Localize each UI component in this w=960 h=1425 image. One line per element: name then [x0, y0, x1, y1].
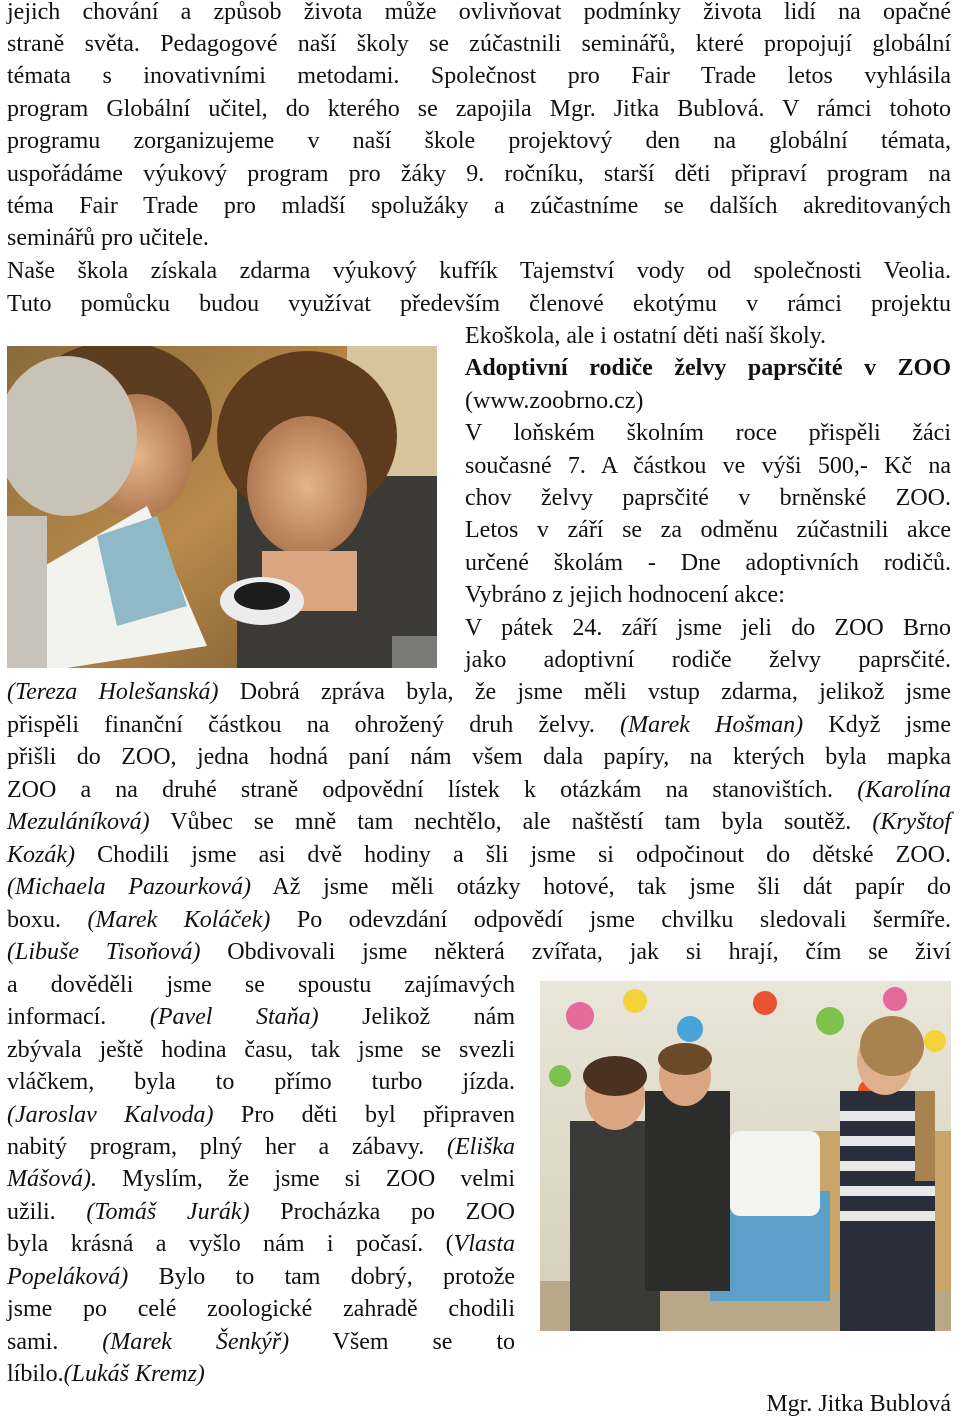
text-line: jejich chování a způsob života může ovlivňovat podmínky života lidí na opačné [7, 0, 951, 25]
text-line: Naše škola získala zdarma výukový kufřík Tajemství vody od společnosti Veolia. [7, 258, 951, 284]
text-line: (Tereza Holešanská) Dobrá zpráva byla, že jsme měli vstup zdarma, jelikož jsme [7, 679, 951, 705]
text-line: jako adoptivní rodiče želvy paprsčité. [465, 647, 951, 673]
text-line: přišli do ZOO, jedna hodná paní nám všem dala papíry, na kterých byla mapka [7, 744, 951, 770]
text-line: byla krásná a vyšlo nám i počasí. (Vlasta [7, 1231, 515, 1257]
text-line: program Globální učitel, do kterého se zapojila Mgr. Jitka Bublová. V rámci tohoto [7, 96, 951, 122]
text-line: informací. (Pavel Staňa) Jelikož nám [7, 1004, 515, 1030]
text-line: Vybráno z jejich hodnocení akce: [465, 582, 785, 608]
text-line: Kozák) Chodili jsme asi dvě hodiny a šli jsme si odpočinout do dětské ZOO. [7, 842, 951, 868]
students-photo-water-kit [7, 346, 437, 668]
students-photo-zoo-classroom [540, 981, 951, 1331]
section-heading: Adoptivní rodiče želvy paprsčité v ZOO [465, 355, 951, 381]
text-line: V pátek 24. září jsme jeli do ZOO Brno [465, 615, 951, 641]
text-line: sami. (Marek Šenkýř) Všem se to [7, 1329, 516, 1355]
text-line: (Jaroslav Kalvoda) Pro děti byl připraven [7, 1102, 515, 1128]
author-signature: Mgr. Jitka Bublová [766, 1391, 951, 1417]
text-line: V loňském školním roce přispěli žáci [465, 420, 951, 446]
text-line: boxu. (Marek Koláček) Po odevzdání odpovědí jsme chvilku sledovali šermíře. [7, 907, 951, 933]
text-line: téma Fair Trade pro mladší spolužáky a zúčastníme se dalších akreditovaných [7, 193, 951, 219]
text-line: témata s inovativními metodami. Společnost pro Fair Trade letos vyhlásila [7, 63, 951, 89]
text-line: programu zorganizujeme v naší škole projektový den na globální témata, [7, 128, 951, 154]
text-line: seminářů pro učitele. [7, 225, 209, 251]
text-line: přispěli finanční částkou na ohrožený druh želvy. (Marek Hošman) Když jsme [7, 712, 951, 738]
text-line: ZOO a na druhé straně odpovědní lístek k otázkám na stanovištích. (Karolína [7, 777, 951, 803]
text-line: užili. (Tomáš Jurák) Procházka po ZOO [7, 1199, 516, 1225]
text-line: (www.zoobrno.cz) [465, 388, 644, 414]
text-line: zbývala ještě hodina času, tak jsme se svezli [7, 1037, 515, 1063]
text-line: Popeláková) Bylo to tam dobrý, protože [7, 1264, 515, 1290]
text-line: vláčkem, byla to přímo turbo jízda. [7, 1069, 515, 1095]
text-line: současné 7. A částkou ve výši 500,- Kč na [465, 453, 951, 479]
text-line: (Michaela Pazourková) Až jsme měli otázky hotové, tak jsme šli dát papír do [7, 874, 951, 900]
text-line: Letos v září se za odměnu zúčastnili akce [465, 517, 951, 543]
text-line: nabitý program, plný her a zábavy. (Eliška [7, 1134, 515, 1160]
text-line: (Libuše Tisoňová) Obdivovali jsme některá zvířata, jak si hrají, čím se živí [7, 939, 951, 965]
text-line: straně světa. Pedagogové naší školy se zúčastnili seminářů, které propojují globální [7, 31, 951, 57]
text-line: určené školám - Dne adoptivních rodičů. [465, 550, 951, 576]
text-line: Tuto pomůcku budou využívat především členové ekotýmu v rámci projektu [7, 291, 951, 317]
text-line: Mezuláníková) Vůbec se mně tam nechtělo, ale naštěstí tam byla soutěž. (Kryštof [7, 809, 951, 835]
text-line: uspořádáme výukový program pro žáky 9. ročníku, starší děti připraví program na [7, 161, 951, 187]
text-line: líbilo.(Lukáš Kremz) [7, 1361, 205, 1387]
text-line: chov želvy paprsčité v brněnské ZOO. [465, 485, 951, 511]
text-line: a dověděli jsme se spoustu zajímavých [7, 972, 515, 998]
text-line: Ekoškola, ale i ostatní děti naší školy. [465, 323, 827, 349]
text-line: jsme po celé zoologické zahradě chodili [7, 1296, 515, 1322]
text-line: Mášová). Myslím, že jsme si ZOO velmi [7, 1166, 515, 1192]
